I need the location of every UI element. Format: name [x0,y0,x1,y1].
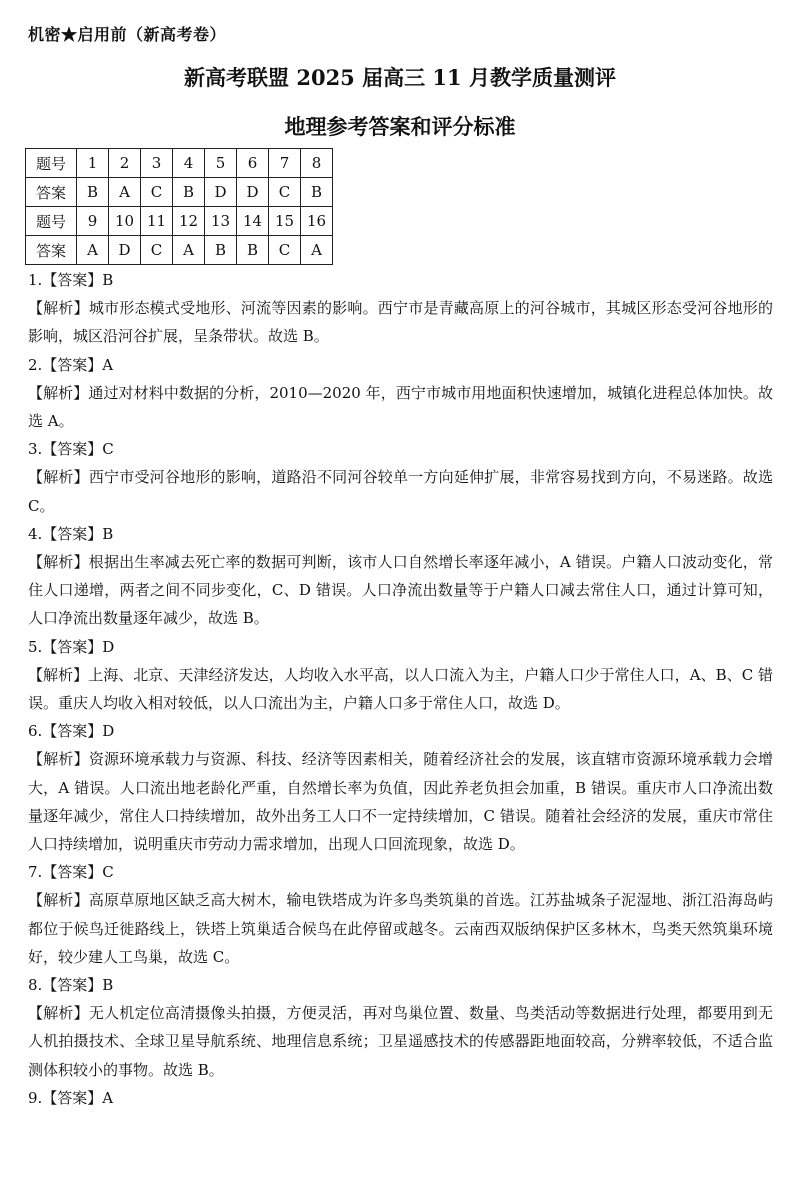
answer-header: 答案 [26,236,77,265]
answer-cell: D [109,236,141,265]
answer-cell: B [77,178,109,207]
answer-line: 4.【答案】B [28,524,114,543]
secret-label: 机密★启用前（新高考卷） [28,25,227,44]
page-title: 新高考联盟 2025 届高三 11 月教学质量测评 [184,65,616,90]
question-number-cell: 11 [141,207,173,236]
analysis-paragraph: 【解析】资源环境承载力与资源、科技、经济等因素相关，随着经济社会的发展，该直辖市资源环境承载力会增大，A 错误。人口流出地老龄化严重，自然增长率为负值，因此养老负担会加重，B 错误。重庆市人口净流出数量逐年减少，常住人口持续增加，故外出务工人口不一定持续增加，C 错误。随着社会经济的发展，重庆市常住人口持续增加，说明重庆市劳动力需求增加，出现人口回流现象，故选 D。 [28,750,773,854]
question-number-cell: 6 [237,149,269,178]
answer-line: 5.【答案】D [28,637,115,656]
analysis-paragraph: 【解析】城市形态模式受地形、河流等因素的影响。西宁市是青藏高原上的河谷城市，其城区形态受河谷地形的影响，城区沿河谷扩展，呈条带状。故选 B。 [28,299,773,346]
analysis-paragraph: 【解析】上海、北京、天津经济发达，人均收入水平高，以人口流入为主，户籍人口少于常住人口，A、B、C 错误。重庆人均收入相对较低，以人口流出为主，户籍人口多于常住人口，故选 D。 [28,665,773,713]
question-number-cell: 16 [301,207,333,236]
answer-line: 9.【答案】A [28,1088,114,1107]
answer-line: 2.【答案】A [28,355,114,374]
question-number-cell: 7 [269,149,301,178]
question-number-cell: 4 [173,149,205,178]
answer-row [26,236,333,265]
answer-cell: B [173,178,205,207]
answer-cell: C [141,236,173,265]
answer-line: 8.【答案】B [28,976,114,995]
analysis-paragraph: 【解析】无人机定位高清摄像头拍摄，方便灵活，再对鸟巢位置、数量、鸟类活动等数据进行处理，都要用到无人机拍摄技术、全球卫星导航系统、地理信息系统；卫星遥感技术的传感器距地面较高，分辨率较低，不适合监测体积较小的事物。故选 B。 [28,1004,773,1079]
analysis-paragraph: 【解析】根据出生率减去死亡率的数据可判断，该市人口自然增长率逐年减小，A 错误。户籍人口波动变化，常住人口递增，两者之间不同步变化，C、D 错误。人口净流出数量等于户籍人口减去常住人口，通过计算可知，人口净流出数量逐年减少，故选 B。 [28,553,773,628]
answer-line: 7.【答案】C [28,863,114,882]
answer-cell: A [77,236,109,265]
question-number-header: 题号 [26,207,77,236]
answer-line: 3.【答案】C [28,440,114,459]
question-number-cell: 13 [205,207,237,236]
answer-explanations [28,266,773,1112]
question-number-cell: 14 [237,207,269,236]
answer-cell: B [205,236,237,265]
answer-line: 1.【答案】B [28,271,114,289]
question-number-row [26,207,333,236]
answer-row [26,178,333,207]
question-number-cell: 15 [269,207,301,236]
answer-cell: A [301,236,333,265]
answer-header: 答案 [26,178,77,207]
analysis-paragraph: 【解析】通过对材料中数据的分析，2010—2020 年，西宁市城市用地面积快速增加，城镇化进程总体加快。故选 A。 [28,383,773,431]
answer-line: 6.【答案】D [28,722,115,741]
question-number-cell: 8 [301,149,333,178]
answer-cell: D [205,178,237,207]
answer-cell: A [173,236,205,265]
answer-cell: C [269,178,301,207]
page-subtitle: 地理参考答案和评分标准 [284,114,516,139]
answer-cell: D [237,178,269,207]
answer-cell: B [301,178,333,207]
question-number-cell: 3 [141,149,173,178]
answer-cell: C [141,178,173,207]
answer-cell: A [109,178,141,207]
answer-cell: B [237,236,269,265]
question-number-cell: 5 [205,149,237,178]
question-number-header: 题号 [26,149,77,178]
question-number-cell: 2 [109,149,141,178]
question-number-cell: 1 [77,149,109,178]
analysis-paragraph: 【解析】西宁市受河谷地形的影响，道路沿不同河谷较单一方向延伸扩展，非常容易找到方向，不易迷路。故选 C。 [28,468,773,515]
answer-table [25,148,333,265]
answer-cell: C [269,236,301,265]
question-number-cell: 9 [77,207,109,236]
question-number-cell: 10 [109,207,141,236]
question-number-row [26,149,333,178]
analysis-paragraph: 【解析】高原草原地区缺乏高大树木，输电铁塔成为许多鸟类筑巢的首选。江苏盐城条子泥湿地、浙江沿海岛屿都位于候鸟迁徙路线上，铁塔上筑巢适合候鸟在此停留或越冬。云南西双版纳保护区多林木，鸟类天然筑巢环境好，较少建人工鸟巢，故选 C。 [28,891,773,966]
question-number-cell: 12 [173,207,205,236]
